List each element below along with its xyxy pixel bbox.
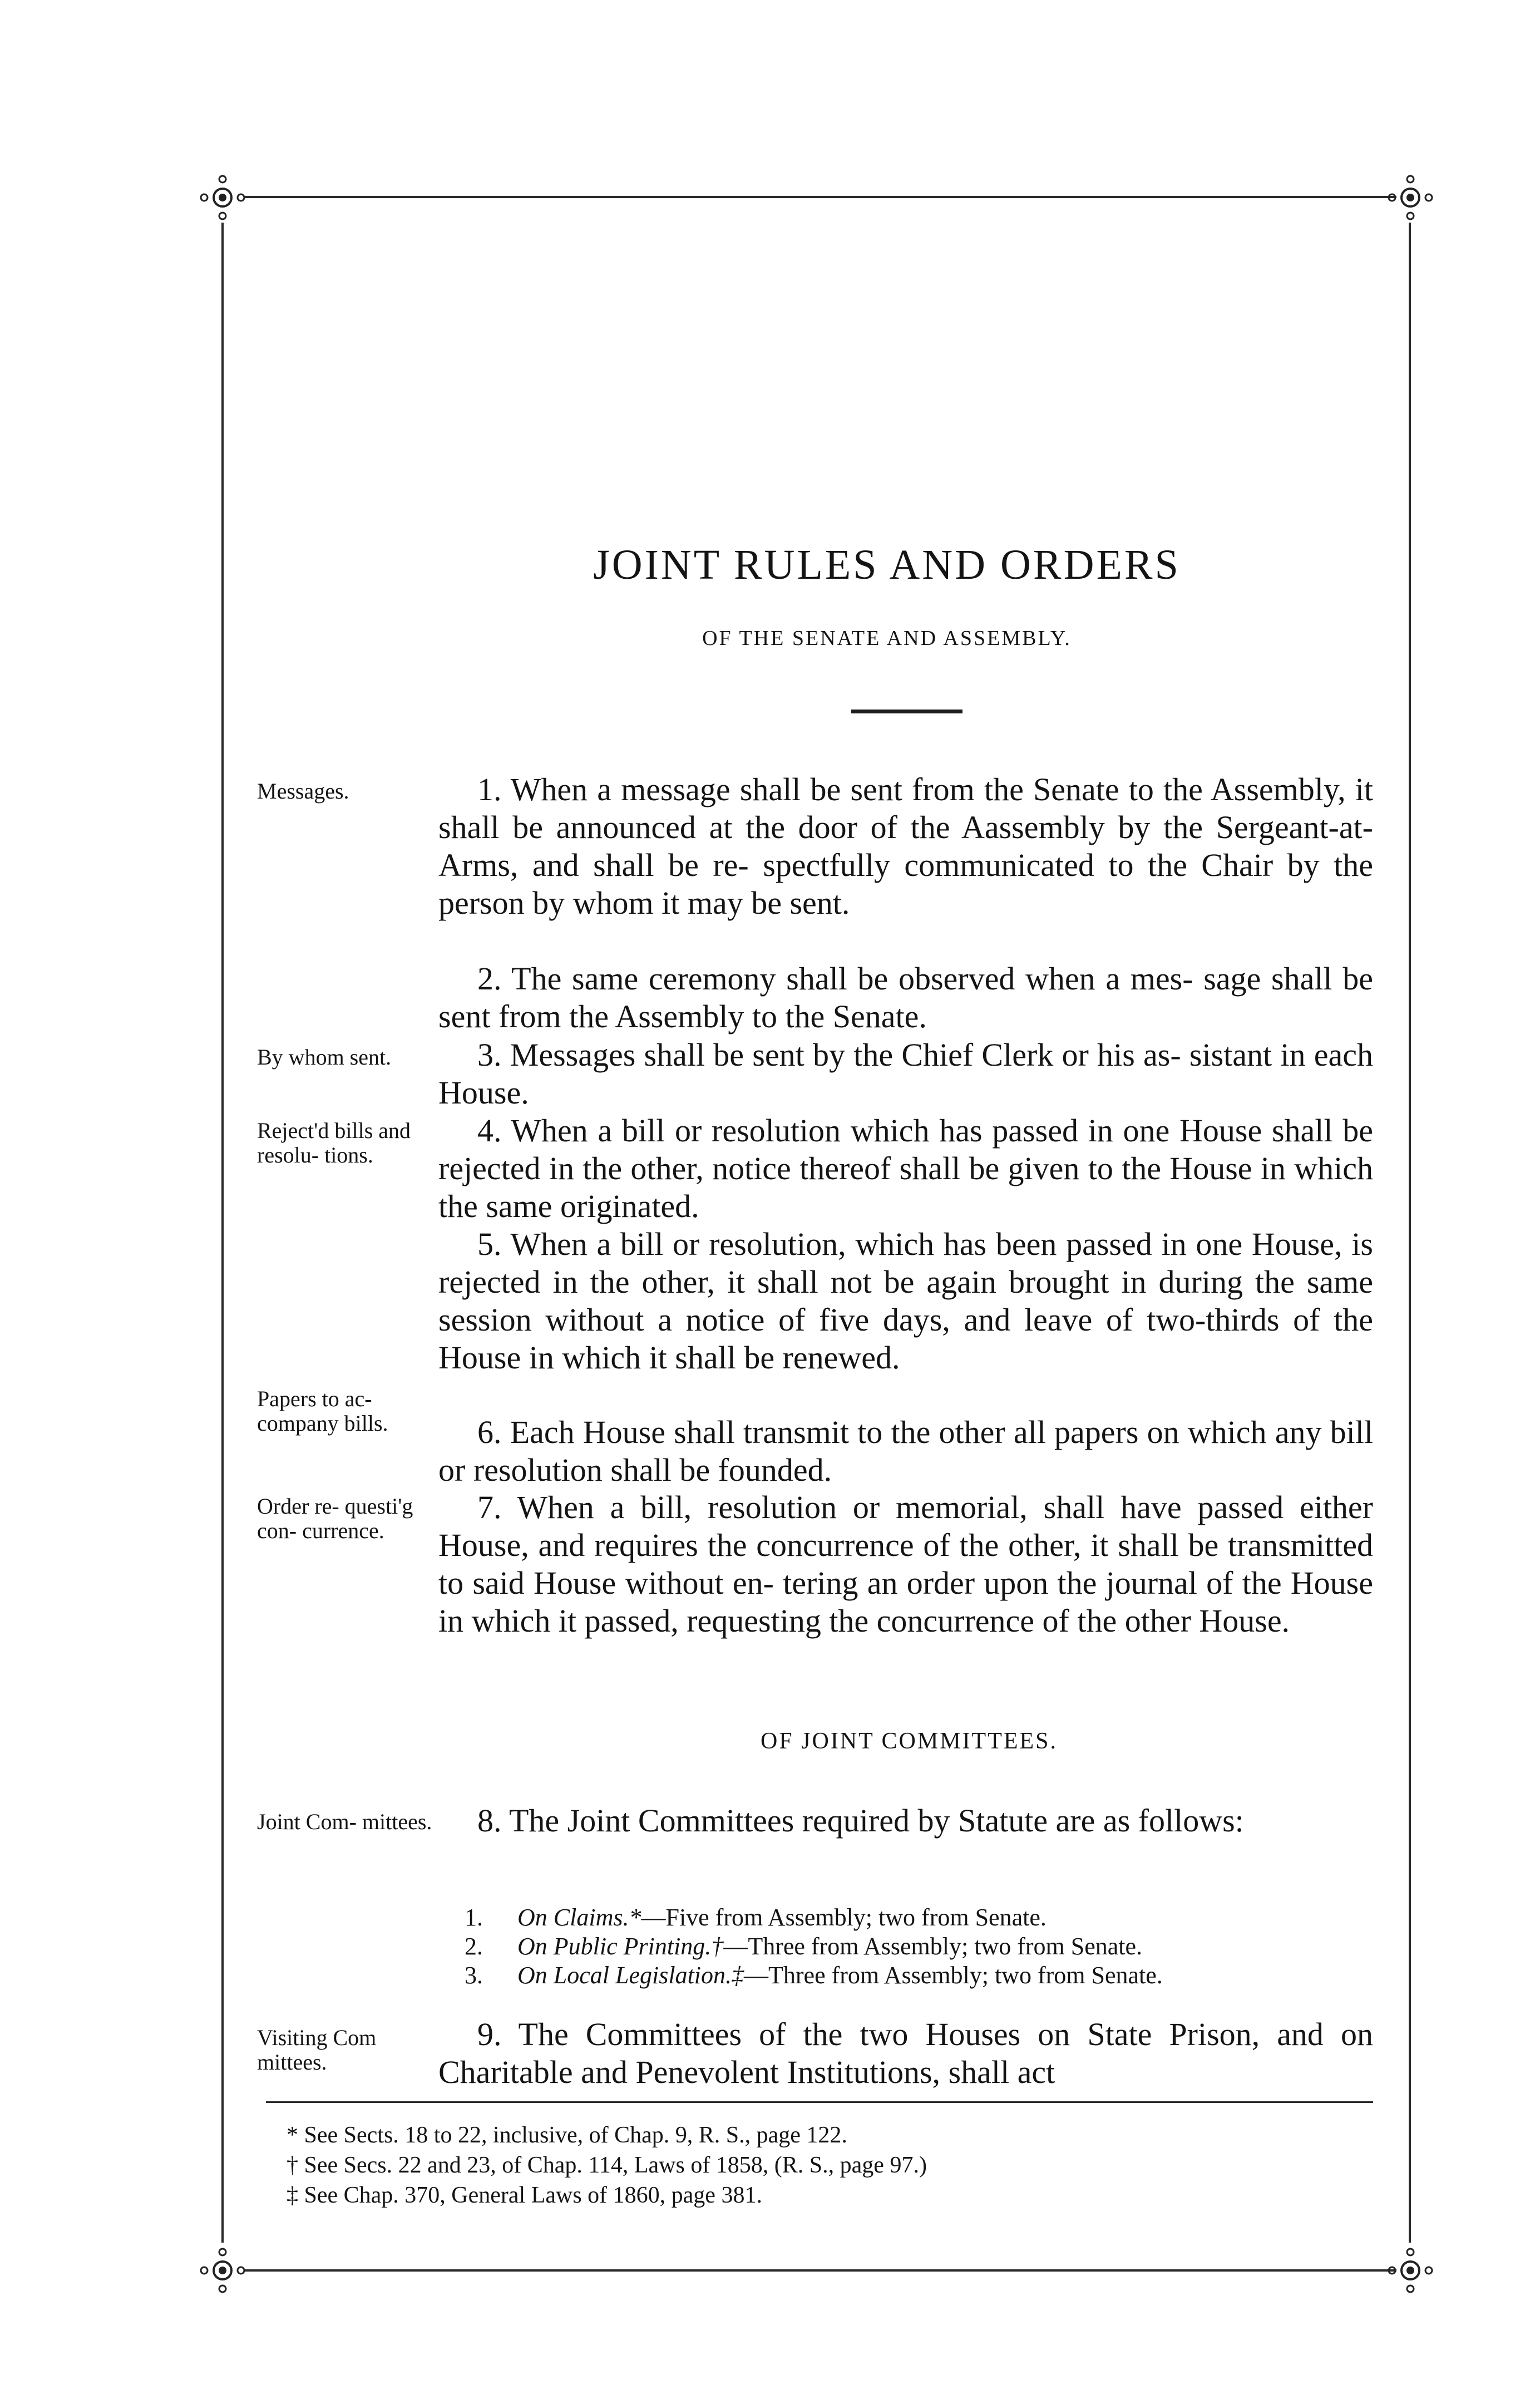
page-title: JOINT RULES AND ORDERS: [593, 541, 1181, 588]
border-bottom: [245, 2269, 1396, 2272]
corner-ornament-icon: [198, 173, 248, 223]
rule-paragraph: [438, 1036, 1373, 1112]
rule-text: 3. Messages shall be sent by the Chief Clerk or his as- sistant in each House.: [438, 1037, 1373, 1111]
rule-paragraph: [438, 2016, 1373, 2091]
title-divider: [851, 710, 962, 713]
rule-paragraph: [438, 1225, 1373, 1377]
committee-list: [465, 1903, 1377, 1990]
rule-text: 4. When a bill or resolution which has passed in one House shall be rejected in the other, notice thereof shall be given to the House in which the same originated.: [438, 1112, 1373, 1224]
section-heading: OF JOINT COMMITTEES.: [760, 1728, 1058, 1754]
margin-note-papers: Papers to ac- company bills.: [257, 1386, 388, 1436]
margin-note-order-requesting: Order re- questi'g con- currence.: [257, 1494, 413, 1543]
page-subtitle: OF THE SENATE AND ASSEMBLY.: [702, 627, 1072, 650]
margin-note-rejected-bills: Reject'd bills and resolu- tions.: [257, 1118, 411, 1167]
list-item: 3. On Local Legislation.‡—Three from Assembly; two from Senate.: [465, 1962, 1163, 1989]
border-left: [221, 223, 224, 2243]
rule-text: 6. Each House shall transmit to the other all papers on which any bill or resolution shall be founded.: [438, 1414, 1373, 1488]
rule-paragraph: [438, 1112, 1373, 1225]
footnote: † See Secs. 22 and 23, of Chap. 114, Laws of 1858, (R. S., page 97.): [287, 2152, 927, 2178]
margin-note-visiting-committees: Visiting Com mittees.: [257, 2025, 377, 2075]
corner-ornament-icon: [1385, 173, 1435, 223]
rule-text: 8. The Joint Committees required by Statute are as follows:: [477, 1802, 1244, 1839]
rule-paragraph: [438, 960, 1373, 1036]
footnote: * See Sects. 18 to 22, inclusive, of Chap. 9, R. S., page 122.: [287, 2122, 847, 2148]
rule-paragraph: [438, 1413, 1373, 1489]
rule-paragraph: [438, 771, 1373, 922]
corner-ornament-icon: [1385, 2245, 1435, 2295]
footnotes: [287, 2120, 1344, 2210]
list-item: 1. On Claims.*—Five from Assembly; two from Senate.: [465, 1904, 1047, 1931]
rule-text: 9. The Committees of the two Houses on State Prison, and on Charitable and Penevolent Institutions, shall act: [438, 2016, 1373, 2090]
border-right: [1409, 223, 1411, 2243]
rule-text: 5. When a bill or resolution, which has been passed in one House, is rejected in the other, it shall not be again brought in during the same session without a notice of five days, and leave of two-thirds of the House in which it shall be renewed.: [438, 1226, 1373, 1376]
margin-note-by-whom-sent: By whom sent.: [257, 1045, 392, 1070]
rule-paragraph: [438, 1802, 1373, 1840]
margin-note-joint-committees: Joint Com- mittees.: [257, 1809, 432, 1834]
rule-text: 7. When a bill, resolution or memorial, shall have passed either House, and requires the concurrence of the other, it shall be transmitted to said House without en- tering an order upon the journal of the House in which it passed, requesting the concurrence of the other House.: [438, 1489, 1373, 1639]
footnote-divider: [266, 2101, 1373, 2103]
rule-text: 1. When a message shall be sent from the Senate to the Assembly, it shall be announced at the door of the Aassembly by the Sergeant-at-Arms, and shall be re- spectfully communicated to the Chair by the person by whom it may be sent.: [438, 771, 1373, 921]
list-item: 2. On Public Printing.†—Three from Assembly; two from Senate.: [465, 1933, 1143, 1960]
corner-ornament-icon: [198, 2245, 248, 2295]
border-top: [245, 196, 1396, 198]
footnote: ‡ See Chap. 370, General Laws of 1860, page 381.: [287, 2183, 762, 2208]
margin-note-messages: Messages.: [257, 779, 349, 804]
rule-paragraph: [438, 1489, 1373, 1640]
rule-text: 2. The same ceremony shall be observed when a mes- sage shall be sent from the Assembly to the Senate.: [438, 960, 1373, 1034]
